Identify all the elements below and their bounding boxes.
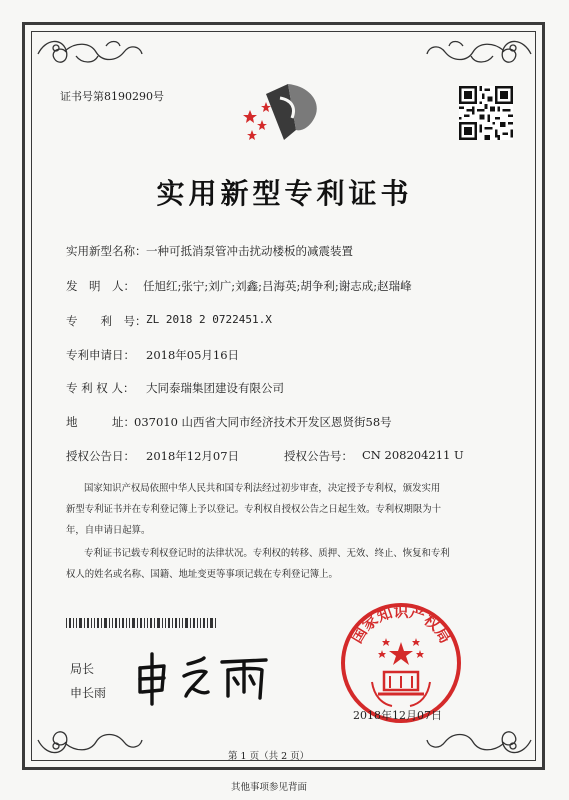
patentee-label: 专 利 权 人： [66, 381, 135, 395]
grant-date-label: 授权公告日： [66, 449, 135, 463]
seal-date: 2018年12月07日 [353, 709, 442, 722]
legal-paragraph-2 [66, 543, 512, 585]
seal-text: 国家知识产权局 [347, 602, 455, 647]
address-label: 地 址： [66, 415, 135, 429]
paragraph-line: 专利证书记载专利权登记时的法律状况。专利权的转移、质押、无效、终止、恢复和专利 [84, 548, 450, 559]
patent-number-value: ZL 2018 2 0722451.X [146, 313, 272, 326]
grant-date-value: 2018年12月07日 [146, 449, 240, 463]
director-title: 局长 [70, 662, 95, 676]
paragraph-line: 权人的姓名或名称、国籍、地址变更等事项记载在专利登记簿上。 [66, 569, 338, 580]
paragraph-line: 国家知识产权局依照中华人民共和国专利法经过初步审查，决定授予专利权，颁发实用 [84, 483, 441, 494]
utility-model-name-label: 实用新型名称： [66, 244, 147, 258]
patentee-value: 大同泰瑞集团建设有限公司 [146, 381, 284, 395]
application-date-value: 2018年05月16日 [146, 348, 240, 362]
patent-number-label: 专 利 号： [66, 314, 147, 328]
director-name: 申长雨 [70, 686, 107, 700]
utility-model-name-value: 一种可抵消泵管冲击扰动楼板的减震装置 [146, 244, 353, 258]
inventor-label: 发 明 人： [66, 279, 135, 293]
certificate-number: 证书号第8190290号 [60, 90, 164, 103]
grant-number-value: CN 208204211 U [362, 448, 464, 462]
barcode-strip [66, 618, 218, 628]
application-date-label: 专利申请日： [66, 348, 135, 362]
paragraph-line: 新型专利证书并在专利登记簿上予以登记。专利权自授权公告之日起生效。专利权期限为十 [66, 504, 442, 515]
qr-code [459, 86, 513, 140]
legal-paragraph-1 [66, 478, 512, 541]
svg-text:国家知识产权局 [347, 603, 454, 647]
ornament-top-right [423, 34, 533, 74]
ornament-bottom-right [423, 720, 533, 760]
footer-note: 其他事项参见背面 [231, 782, 308, 793]
ornament-bottom-left [36, 720, 146, 760]
inventor-value: 任旭红;张宁;刘广;刘鑫;吕海英;胡争利;谢志成;赵瑞峰 [143, 279, 412, 293]
paragraph-line: 年，自申请日起算。 [66, 525, 151, 536]
director-signature [126, 648, 286, 706]
patent-office-emblem [236, 74, 326, 148]
ornament-top-left [36, 34, 146, 74]
document-title: 实用新型专利证书 [156, 177, 413, 210]
page-number: 第 1 页（共 2 页） [228, 751, 310, 762]
address-value: 037010 山西省大同市经济技术开发区恩贤街58号 [134, 415, 392, 429]
grant-number-label: 授权公告号： [284, 449, 353, 463]
